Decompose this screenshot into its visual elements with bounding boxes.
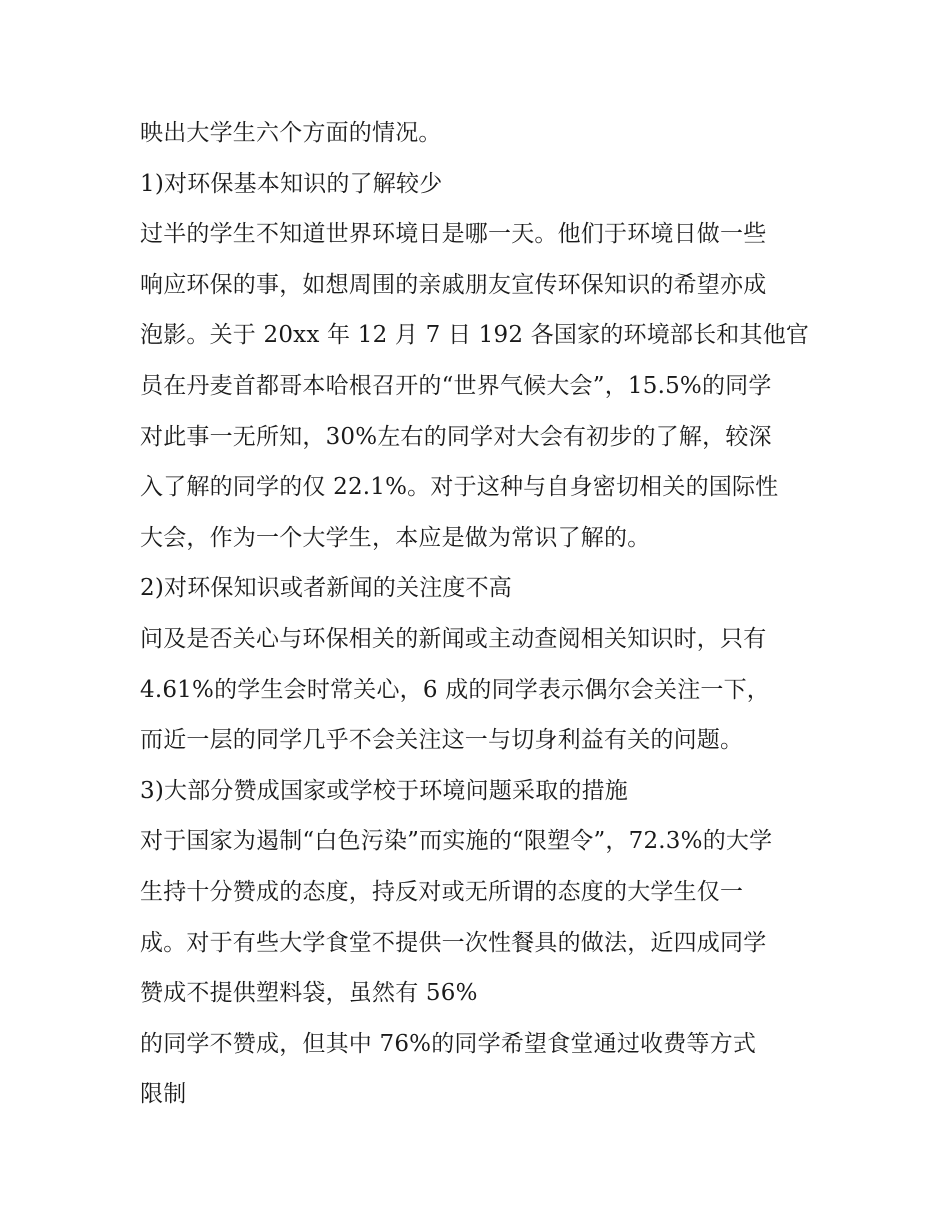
text-line: 的同学不赞成，但其中 76%的同学希望食堂通过收费等方式 xyxy=(140,1030,757,1057)
text-line: 过半的学生不知道世界环境日是哪一天。他们于环境日做一些 xyxy=(140,221,767,248)
section-heading: 1)对环保基本知识的了解较少 xyxy=(140,170,443,197)
text-line: 4.61%的学生会时常关心，6 成的同学表示偶尔会关注一下， xyxy=(140,676,771,703)
text-line: 响应环保的事，如想周围的亲戚朋友宣传环保知识的希望亦成 xyxy=(140,271,767,298)
section-heading: 3)大部分赞成国家或学校于环境问题采取的措施 xyxy=(140,777,629,804)
text-line: 大会，作为一个大学生，本应是做为常识了解的。 xyxy=(140,524,651,551)
text-line: 入了解的同学的仅 22.1%。对于这种与自身密切相关的国际性 xyxy=(140,474,779,501)
document-body xyxy=(140,108,820,1120)
text-line: 生持十分赞成的态度，持反对或无所谓的态度的大学生仅一 xyxy=(140,878,744,905)
text-line: 成。对于有些大学食堂不提供一次性餐具的做法，近四成同学 xyxy=(140,929,767,956)
text-line: 赞成不提供塑料袋，虽然有 56% xyxy=(140,980,478,1007)
text-line: 问及是否关心与环保相关的新闻或主动查阅相关知识时，只有 xyxy=(140,625,767,652)
text-line: 限制 xyxy=(140,1081,187,1108)
text-line: 对此事一无所知，30%左右的同学对大会有初步的了解，较深 xyxy=(140,423,772,450)
text-line: 员在丹麦首都哥本哈根召开的“世界气候大会”，15.5%的同学 xyxy=(140,372,772,399)
text-line: 对于国家为遏制“白色污染”而实施的“限塑令”，72.3%的大学 xyxy=(140,828,773,855)
text-line: 映出大学生六个方面的情况。 xyxy=(140,120,442,146)
section-heading: 2)对环保知识或者新闻的关注度不高 xyxy=(140,575,513,602)
text-line: 而近一层的同学几乎不会关注这一与切身利益有关的问题。 xyxy=(140,727,744,754)
text-line: 泡影。关于 20xx 年 12 月 7 日 192 各国家的环境部长和其他官 xyxy=(140,322,810,349)
